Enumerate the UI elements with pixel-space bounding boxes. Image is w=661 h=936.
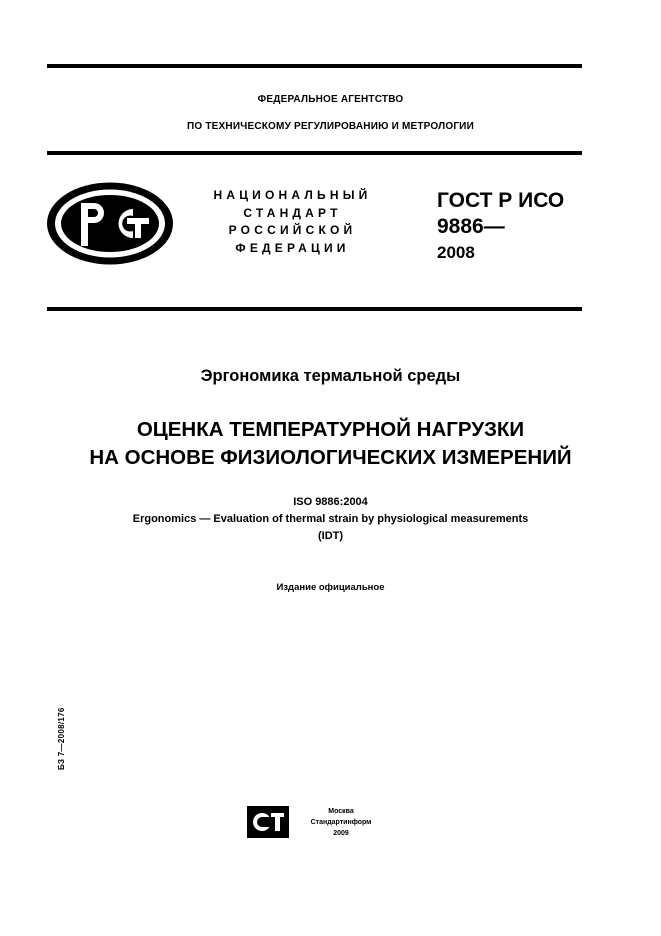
- side-code: БЗ 7—2008/176: [57, 707, 66, 770]
- iso-reference: [0, 494, 661, 545]
- designation-year: 2008: [437, 243, 475, 262]
- national-line-2: СТАНДАРТ: [243, 205, 342, 220]
- national-line-1: НАЦИОНАЛЬНЫЙ: [213, 188, 372, 202]
- iso-degree: (IDT): [317, 530, 344, 542]
- designation-line-1: ГОСТ Р ИСО: [437, 189, 565, 212]
- publisher-logo: [247, 806, 289, 838]
- publisher-city: Москва: [328, 808, 354, 815]
- standard-designation: [437, 188, 564, 266]
- national-line-4: ФЕДЕРАЦИИ: [235, 240, 350, 255]
- document-title: [0, 416, 661, 472]
- title-rule: [47, 307, 582, 311]
- title-line-1: ОЦЕНКА ТЕМПЕРАТУРНОЙ НАГРУЗКИ: [136, 418, 525, 441]
- iso-title: Ergonomics — Evaluation of thermal strain by physiological measurements: [132, 513, 529, 525]
- national-line-3: РОССИЙСКОЙ: [228, 223, 357, 237]
- title-line-2: НА ОСНОВЕ ФИЗИОЛОГИЧЕСКИХ ИЗМЕРЕНИЙ: [89, 446, 572, 469]
- publisher-info: [296, 806, 386, 839]
- national-standard-label: [200, 187, 385, 257]
- designation-line-2: 9886—: [437, 215, 505, 238]
- agency-line-2: ПО ТЕХНИЧЕСКОМУ РЕГУЛИРОВАНИЮ И МЕТРОЛОГИИ: [187, 121, 474, 132]
- edition-label: Издание официальное: [276, 582, 385, 593]
- top-rule: [47, 64, 582, 68]
- iso-number: ISO 9886:2004: [293, 496, 368, 508]
- logo-text: РСТ: [45, 181, 47, 182]
- document-subtitle: Эргономика термальной среды: [200, 367, 461, 385]
- header-rule: [47, 151, 582, 155]
- publisher-name: Стандартинформ: [310, 819, 372, 826]
- agency-line-1: ФЕДЕРАЛЬНОЕ АГЕНТСТВО: [257, 94, 404, 105]
- publisher-year: 2009: [333, 830, 349, 837]
- rst-logo: [45, 181, 175, 266]
